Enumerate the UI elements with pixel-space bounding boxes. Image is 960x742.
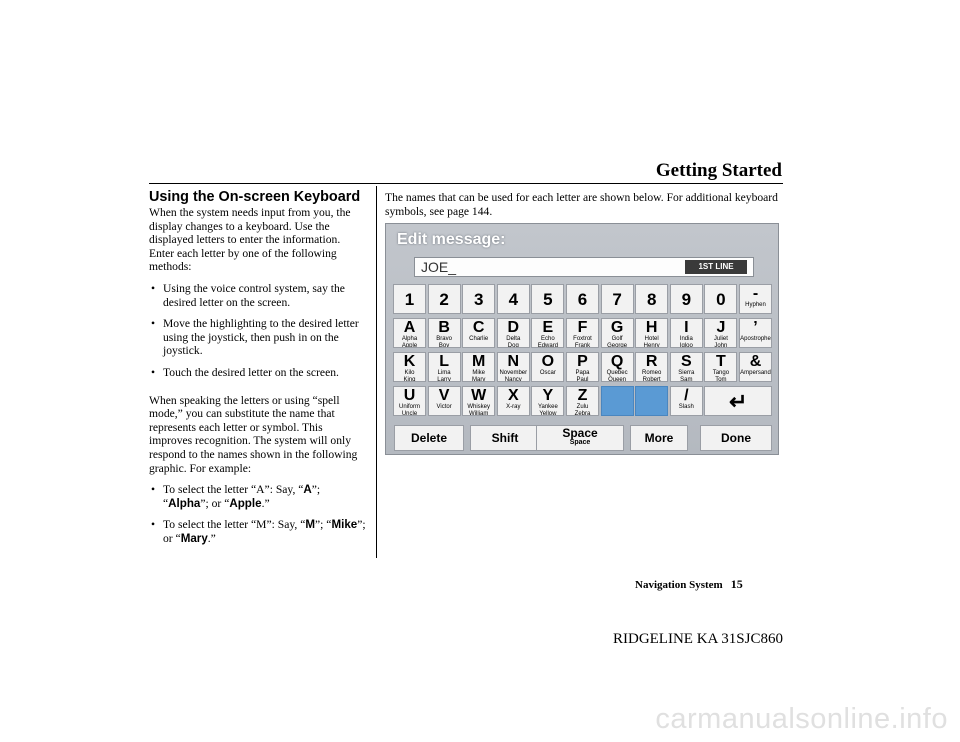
method-item [149,317,367,358]
key-label: King [403,377,416,382]
key-label: Tango [712,370,730,376]
key-label: William [469,411,489,416]
key-label: Apple [401,343,418,348]
key-label: Alpha [401,336,418,342]
key-label: Romeo [642,370,662,376]
key-char: J [716,319,726,336]
key-char: S [680,353,692,370]
key-char: V [438,387,450,404]
key-char: Y [542,387,554,404]
key-label: Delta [506,336,521,342]
key-label: X-ray [506,404,521,410]
keyboard-title: Edit message: [397,231,506,248]
key-char: 1 [404,290,415,309]
key-label: Uncle [401,411,418,416]
example-end: .” [261,496,270,510]
example-item [149,483,367,510]
example-keyword: A [303,483,312,497]
key-label: Tom [715,377,727,382]
key-label: Echo [541,336,555,342]
key-label: John [714,343,728,348]
key-uniform[interactable] [393,386,426,416]
key-label: Papa [575,370,590,376]
key-papa[interactable] [566,352,599,382]
key-char: X [507,387,519,404]
key-ampersand[interactable] [739,352,772,382]
key-label: Victor [436,404,452,410]
key-hotel[interactable] [635,318,668,348]
key-char: B [438,319,450,336]
page-header-title: Getting Started [655,160,782,181]
key-label: Henry [643,343,660,348]
key-label: Whiskey [467,404,491,410]
key-label: India [679,336,693,342]
key-char: U [403,387,416,404]
key-4[interactable] [497,284,530,314]
key-label: Golf [611,336,623,342]
example-keyword: M [305,518,316,532]
key-label: George [607,343,628,348]
keyboard-screen [385,223,779,455]
example-sep: ”; “ [315,518,332,532]
key-char: 3 [473,290,484,309]
key-char: 2 [439,290,449,309]
key-char: / [684,387,689,404]
example-keyword: Mike [331,518,358,532]
key-0[interactable] [704,284,737,314]
key-romeo[interactable] [635,352,668,382]
key-label: Boy [438,343,450,348]
key-delta[interactable] [497,318,530,348]
example-lead: To select the letter “A”: Say, “ [163,483,304,497]
key-5[interactable] [531,284,564,314]
key-label: Bravo [436,336,452,342]
key-victor[interactable] [428,386,461,416]
key-alpha[interactable] [393,318,426,348]
key-yankee[interactable] [531,386,564,416]
key-charlie[interactable] [462,318,495,348]
key-kilo[interactable] [393,352,426,382]
key-tango[interactable] [704,352,737,382]
key-label: Yellow [539,411,557,416]
keyboard-intro: The names that can be used for each letter are shown below. For additional keyboard symbols, see page 144. [385,191,778,218]
key-char: Q [610,353,624,370]
key-india[interactable] [670,318,703,348]
key-hyphen[interactable] [739,284,772,314]
example-sep: ”; or “ [163,518,366,545]
example-sep: ”; or “ [200,496,230,510]
bullet-icon: • [151,518,156,532]
method-text: Using the voice control system, say the desired letter on the screen. [163,281,345,309]
key-lima[interactable] [428,352,461,382]
key-slash[interactable] [670,386,703,416]
header-rule [149,183,783,184]
key-6[interactable] [566,284,599,314]
key-char: - [752,285,759,302]
key-juliet[interactable] [704,318,737,348]
key-3[interactable] [462,284,495,314]
example-sep: ”; “ [163,483,321,510]
key-label: Edward [537,343,559,348]
key-zulu[interactable] [566,386,599,416]
key-label: Zulu [576,404,589,410]
model-code: RIDGELINE KA 31SJC860 [612,631,783,647]
example-end: .” [207,531,216,545]
message-input[interactable] [414,257,754,277]
key-8[interactable] [635,284,668,314]
page-footer [635,577,743,592]
key-label: Kilo [404,370,415,376]
key-foxtrot[interactable] [566,318,599,348]
key-char: E [542,319,554,336]
intro-paragraph: When the system needs input from you, the display changes to a keyboard. Use the displayed letters to enter the information. Enter each letter by one of the following methods: [149,206,351,274]
done-button[interactable]: Done [700,425,772,451]
example-keyword: Alpha [168,496,201,510]
key-label: November [499,370,528,376]
key-char: O [541,353,555,370]
key-char: M [472,353,486,370]
example-item [149,518,367,545]
key-char: R [645,353,658,370]
key-label: Foxtrot [573,336,592,342]
key-label: Oscar [539,370,556,376]
key-label: Dog [507,343,519,348]
key-char: L [439,353,449,370]
section-heading: Using the On-screen Keyboard [149,189,361,205]
key-char: Z [577,387,588,404]
key-2[interactable] [428,284,461,314]
key-label: Ampersand [740,370,771,376]
space-label: Space [562,426,598,440]
page-number: 15 [730,577,743,591]
key-char: 8 [646,290,657,309]
key-char: C [472,319,485,336]
key-label: Hotel [644,336,659,342]
key-char: 4 [508,290,519,309]
delete-button[interactable]: Delete [394,425,464,451]
key-label: Paul [576,377,589,382]
key-char: T [716,353,726,370]
example-keyword: Mary [180,531,208,545]
key-golf[interactable] [601,318,634,348]
watermark: carmanualsonline.info [655,703,948,735]
key-apostrophe[interactable] [739,318,772,348]
bullet-icon: • [151,365,156,379]
key-label: Quebec [606,370,628,376]
key-echo[interactable] [531,318,564,348]
key-label: Frank [574,343,591,348]
example-lead: To select the letter “M”: Say, “ [163,518,306,532]
key-sierra[interactable] [670,352,703,382]
enter-icon: ↵ [728,389,748,414]
blank-key[interactable] [635,386,668,416]
key-char: 7 [612,290,622,309]
key-char: H [645,319,658,336]
example-keyword: Apple [229,496,262,510]
key-label: Lima [437,370,451,376]
space-button[interactable] [536,425,624,451]
shift-button[interactable]: Shift [470,425,540,451]
key-char: K [403,353,416,370]
key-char: 5 [543,290,553,309]
key-char: D [507,319,520,336]
footer-section: Navigation System [635,579,723,591]
key-char: 6 [577,290,588,309]
key-char: W [471,387,487,404]
method-text: Touch the desired letter on the screen. [163,365,339,379]
line-select-button[interactable]: 1ST LINE [685,260,747,274]
key-label: Queen [608,377,627,382]
bullet-icon: • [151,483,156,497]
key-label: Sam [680,377,693,382]
key-char: P [577,353,588,370]
key-label: Mary [472,377,486,382]
key-7[interactable] [601,284,634,314]
key-label: Robert [642,377,661,382]
message-input-value: JOE_ [421,259,457,275]
bullet-icon: • [151,281,156,295]
more-button[interactable]: More [630,425,688,451]
space-sublabel: Space [569,439,591,446]
key-char: I [684,319,689,336]
key-label: Larry [437,377,451,382]
key-char: 0 [716,290,726,309]
blank-key[interactable] [601,386,634,416]
key-char: ’ [753,319,758,336]
key-quebec[interactable] [601,352,634,382]
method-item [149,282,367,309]
spell-mode-paragraph: When speaking the letters or using “spell mode,” you can substitute the name that represents each letter or symbol. This improves recognition. The system will only respond to the names shown in the following graphic. For example: [149,393,358,475]
key-label: Charlie [469,336,489,342]
key-label: Hyphen [745,302,766,308]
key-label: Nancy [504,377,522,382]
key-label: Zebra [574,411,591,416]
key-november[interactable] [497,352,530,382]
key-9[interactable] [670,284,703,314]
key-char: 9 [681,290,692,309]
key-label: Uniform [398,404,420,410]
column-divider [376,186,377,558]
key-label: Mike [472,370,486,376]
key-x-ray[interactable] [497,386,530,416]
key-label: Yankee [537,404,558,410]
key-char: A [403,319,416,336]
key-bravo[interactable] [428,318,461,348]
key-1[interactable] [393,284,426,314]
method-item [149,366,367,380]
method-text: Move the highlighting to the desired letter using the joystick, then push in on the joystick. [163,317,359,358]
key-label: Juliet [713,336,728,342]
left-column [149,190,367,545]
enter-key[interactable] [704,386,772,416]
key-mike[interactable] [462,352,495,382]
key-label: Sierra [678,370,695,376]
key-label: Apostrophe [740,336,771,342]
key-char: N [507,353,520,370]
key-oscar[interactable] [531,352,564,382]
key-whiskey[interactable] [462,386,495,416]
key-char: F [577,319,588,336]
key-label: Slash [678,404,694,410]
key-char: G [610,319,624,336]
key-label: Igloo [679,343,693,348]
key-char: & [749,353,762,370]
bullet-icon: • [151,317,156,331]
